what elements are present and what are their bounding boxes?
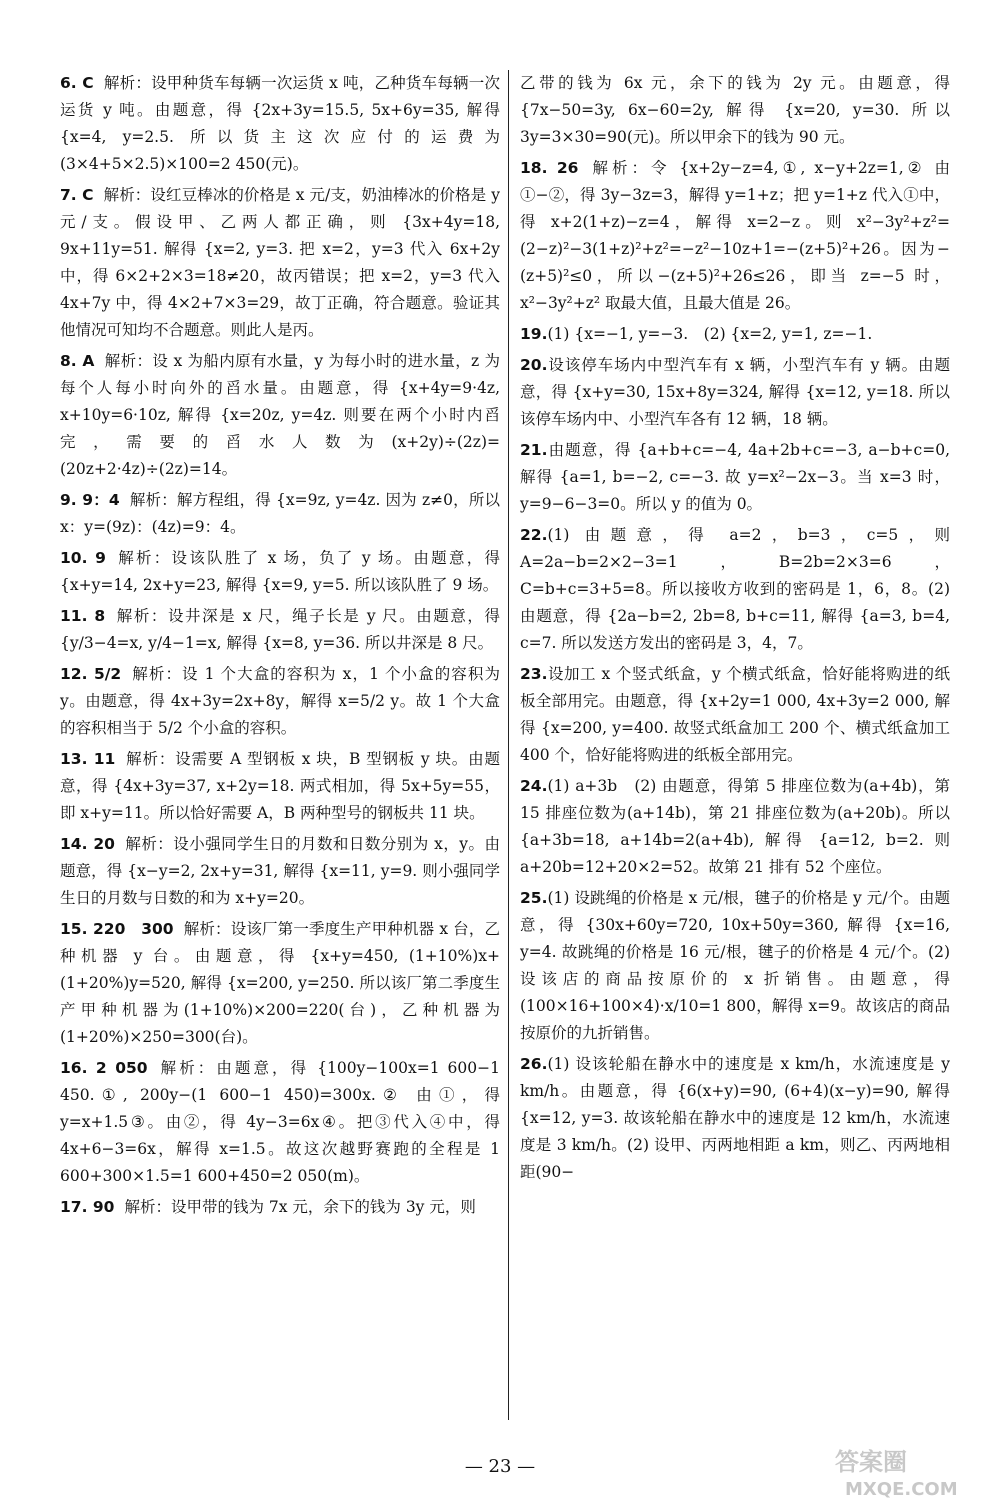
item-text: 乙带的钱为 6x 元，余下的钱为 2y 元。由题意，得 {7x−50=3y, 6x−60=2y, 解得 {x=20, y=30. 所以 3y=3×30=90(元)。所以甲余下的钱为 90 元。 (520, 74, 950, 146)
item-number: 24. (520, 777, 548, 795)
item-number: 26. (520, 1055, 548, 1073)
item-text: (1) 设该轮船在静水中的速度是 x km/h，水流速度是 y km/h。由题意，得 {6(x+y)=90, (6+4)(x−y)=90, 解得 {x=12, y=3. 故该轮船在静水中的速度是 12 km/h，水流速度是 3 km/h。(2) 设甲、丙两地相距 a km，则乙、丙两地相距(90− (520, 1055, 950, 1181)
answer-item (60, 545, 500, 599)
svg-text:MXQE.COM: MXQE.COM (845, 1479, 958, 1500)
answer-item (520, 885, 950, 1047)
item-text: 解析：设需要 A 型钢板 x 块，B 型钢板 y 块。由题意，得 {4x+3y=37, x+2y=18. 两式相加，得 5x+5y=55，即 x+y=11。所以恰好需要 A，B 两种型号的钢板共 11 块。 (60, 750, 500, 822)
item-answer: 8 (87, 607, 106, 625)
item-text: 解析：设该队胜了 x 场，负了 y 场。由题意，得 {x+y=14, 2x+y=23, 解得 {x=9, y=5. 所以该队胜了 9 场。 (60, 549, 500, 594)
item-number: 8. (60, 352, 77, 370)
item-number: 25. (520, 889, 548, 907)
right-column (520, 70, 950, 1190)
item-number: 9. (60, 491, 77, 509)
item-answer: 2 050 (87, 1059, 148, 1077)
item-number: 15. (60, 920, 88, 938)
item-answer: 26 (547, 159, 579, 177)
item-number: 19. (520, 325, 548, 343)
item-number: 16. (60, 1059, 88, 1077)
answer-item (60, 916, 500, 1051)
answer-item (520, 1051, 950, 1186)
item-number: 17. (60, 1198, 88, 1216)
item-text: 设该停车场内中型汽车有 x 辆，小型汽车有 y 辆。由题意，得 {x+y=30, 15x+8y=324, 解得 {x=12, y=18. 所以该停车场内中、小型汽车各有 12 辆，18 辆。 (520, 356, 950, 428)
page-number: — 23 — (464, 1456, 536, 1477)
item-text: (1) 设跳绳的价格是 x 元/根，毽子的价格是 y 元/个。由题意，得 {30x+60y=720, 10x+50y=360, 解得 {x=16, y=4. 故跳绳的价格是 16 元/根，毽子的价格是 4 元/个。(2) 设该店的商品按原价的 x 折销售。由题意，得(100×16+100×4)·x/10=1 800，解得 x=9。故该店的商品按原价的九折销售。 (520, 889, 950, 1042)
item-number: 20. (520, 356, 548, 374)
item-text: 解析：解方程组，得 {x=9z, y=4z. 因为 z≠0，所以 x：y=(9z)：(4z)=9：4。 (60, 491, 501, 536)
item-text: 解析：设 x 为船内原有水量，y 为每小时的进水量，z 为每个人每小时向外的舀水量。由题意，得 {x+4y=9·4z, x+10y=6·10z, 解得 {x=20z, y=4z. 则要在两个小时内舀完，需要的舀水人数为(x+2y)÷(2z)=(20z+2·4z)÷(2z)=14。 (60, 352, 500, 478)
answer-item (520, 437, 950, 518)
answer-item (520, 70, 950, 151)
item-answer: 9：4 (76, 491, 120, 509)
item-text: 解析：设小强同学生日的月数和日数分别为 x，y。由题意，得 {x−y=2, 2x+y=31, 解得 {x=11, y=9. 则小强同学生日的月数与日数的和为 x+y=20。 (60, 835, 500, 907)
answer-item (60, 831, 500, 912)
answer-item (520, 352, 950, 433)
watermark-logo (830, 1440, 980, 1500)
answer-item (520, 321, 950, 348)
item-answer: 220 300 (87, 920, 174, 938)
item-number: 14. (60, 835, 88, 853)
item-number: 7. (60, 186, 77, 204)
answer-item (520, 522, 950, 657)
item-text: 设加工 x 个竖式纸盒，y 个横式纸盒，恰好能将购进的纸板全部用完。由题意，得 {x+2y=1 000, 4x+3y=2 000, 解得 {x=200, y=400. 故竖式纸盒加工 200 个、横式纸盒加工 400 个，恰好能将购进的纸板全部用完。 (520, 665, 950, 764)
item-answer: C (76, 74, 94, 92)
answer-item (60, 348, 500, 483)
item-answer: 11 (87, 750, 116, 768)
item-number: 10. (60, 549, 88, 567)
item-answer: 5/2 (87, 665, 122, 683)
item-answer: 90 (87, 1198, 115, 1216)
item-number: 21. (520, 441, 548, 459)
answer-item (60, 661, 500, 742)
answer-item (520, 155, 950, 317)
item-text: 解析：由题意，得 {100y−100x=1 600−1 450.①, 200y−(1 600−1 450)=300x.② 由①，得 y=x+1.5③。由②，得 4y−3=6x④。把③代入④中，得 4x+6−3=6x，解得 x=1.5。故这次越野赛跑的全程是 1 600+300×1.5=1 600+450=2 050(m)。 (60, 1059, 500, 1185)
item-number: 18. (520, 159, 548, 177)
answer-item (60, 1194, 500, 1221)
answer-item (60, 1055, 500, 1190)
item-text: 由题意，得 {a+b+c=−4, 4a+2b+c=−3, a−b+c=0, 解得 {a=1, b=−2, c=−3. 故 y=x²−2x−3。当 x=3 时，y=9−6−3=0。所以 y 的值为 0。 (520, 441, 950, 513)
item-answer: 9 (87, 549, 106, 567)
item-answer: A (76, 352, 95, 370)
item-number: 23. (520, 665, 548, 683)
answer-item (520, 773, 950, 881)
item-number: 13. (60, 750, 88, 768)
item-text: 解析：设红豆棒冰的价格是 x 元/支，奶油棒冰的价格是 y 元/支。假设甲、乙两人都正确，则 {3x+4y=18, 9x+11y=51. 解得 {x=2, y=3. 把 x=2，y=3 代入 6x+2y 中，得 6×2+2×3=18≠20，故丙错误；把 x=2，y=3 代入 4x+7y 中，得 4×2+7×3=29，故丁正确，符合题意。验证其他情况可知均不合题意。则此人是丙。 (60, 186, 500, 339)
column-divider (508, 70, 509, 1420)
item-number: 6. (60, 74, 77, 92)
item-text: 解析：设该厂第一季度生产甲种机器 x 台，乙种机器 y 台。由题意，得 {x+y=450, (1+10%)x+(1+20%)y=520, 解得 {x=200, y=250. 所以该厂第二季度生产甲种机器为(1+10%)×200=220(台)，乙种机器为(1+20%)×250=300(台)。 (60, 920, 500, 1046)
answer-item (60, 603, 500, 657)
answer-item (60, 487, 500, 541)
answer-item (60, 182, 500, 344)
answer-item (60, 70, 500, 178)
item-number: 11. (60, 607, 88, 625)
item-text: 解析：设甲带的钱为 7x 元，余下的钱为 3y 元，则 (124, 1198, 476, 1216)
item-text: (1) 由题意，得 a=2，b=3，c=5，则 A=2a−b=2×2−3=1，B=2b=2×3=6，C=b+c=3+5=8。所以接收方收到的密码是 1，6，8。(2) 由题意，得 {2a−b=2, 2b=8, b+c=11, 解得 {a=3, b=4, c=7. 所以发送方发出的密码是 3，4，7。 (520, 526, 950, 652)
item-answer: 20 (87, 835, 115, 853)
item-answer: C (76, 186, 94, 204)
item-number: 12. (60, 665, 88, 683)
item-text: (1) a+3b (2) 由题意，得第 5 排座位数为(a+4b)，第 15 排座位数为(a+14b)，第 21 排座位数为(a+20b)。所以 {a+3b=18, a+14b=2(a+4b), 解得 {a=12, b=2. 则 a+20b=12+20×2=52。故第 21 排有 52 个座位。 (520, 777, 950, 876)
item-text: 解析：设甲种货车每辆一次运货 x 吨，乙种货车每辆一次运货 y 吨。由题意，得 {2x+3y=15.5, 5x+6y=35, 解得 {x=4, y=2.5. 所以货主这次应付的运费为(3×4+5×2.5)×100=2 450(元)。 (60, 74, 500, 173)
item-text: 解析：令 {x+2y−z=4,①, x−y+2z=1,② 由①−②，得 3y−3z=3，解得 y=1+z；把 y=1+z 代入①中，得 x+2(1+z)−z=4，解得 x=2−z。则 x²−3y²+z²=(2−z)²−3(1+z)²+z²=−z²−10z+1=−(z+5)²+26。因为−(z+5)²≤0，所以−(z+5)²+26≤26，即当 z=−5 时，x²−3y²+z² 取最大值，且最大值是 26。 (520, 159, 950, 312)
item-text: (1) {x=−1, y=−3. (2) {x=2, y=1, z=−1. (547, 325, 873, 343)
left-column (60, 70, 500, 1225)
answer-item (520, 661, 950, 769)
answer-item (60, 746, 500, 827)
item-number: 22. (520, 526, 548, 544)
svg-text:答案圈: 答案圈 (835, 1448, 907, 1476)
item-text: 解析：设 1 个大盒的容积为 x，1 个小盒的容积为 y。由题意，得 4x+3y=2x+8y，解得 x=5/2 y。故 1 个大盒的容积相当于 5/2 个小盒的容积。 (60, 665, 500, 737)
item-text: 解析：设井深是 x 尺，绳子长是 y 尺。由题意，得 {y/3−4=x, y/4−1=x, 解得 {x=8, y=36. 所以井深是 8 尺。 (60, 607, 500, 652)
